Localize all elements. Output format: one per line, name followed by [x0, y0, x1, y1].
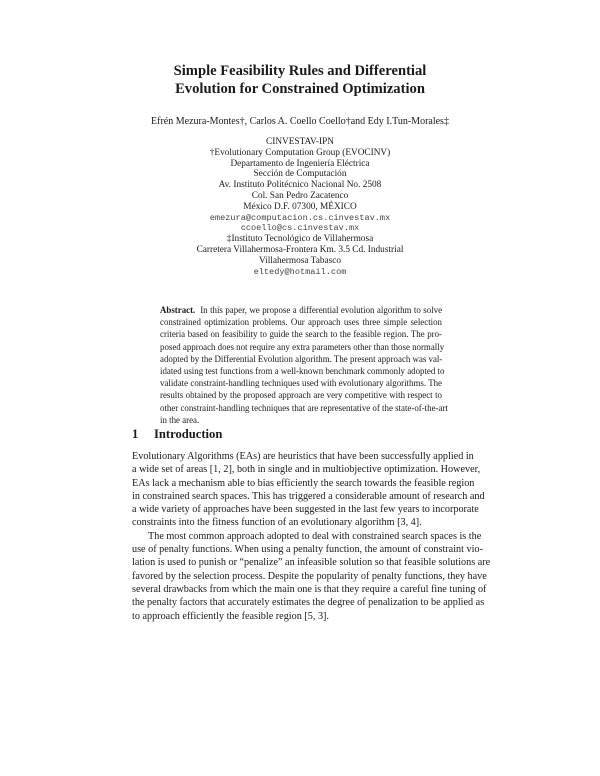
- abstract-text: In this paper, we propose a differential evolution algorithm to solve: [200, 305, 443, 315]
- affiliation-line: Villahermosa Tabasco: [258, 255, 341, 266]
- abstract-label: Abstract.: [160, 305, 196, 315]
- title-line: Simple Feasibility Rules and Differential: [173, 63, 427, 79]
- text-line: favored by the selection process. Despite the popularity of penalty functions, they have: [132, 570, 487, 582]
- text-line: The most common approach adopted to deal with constrained search spaces is the: [148, 530, 482, 542]
- paragraph: [132, 530, 491, 623]
- affiliation-line: Carretera Villahermosa-Frontera Km. 3.5 Cd. Industrial: [196, 244, 404, 255]
- abstract-line: idated using test functions from a well-known benchmark commonly adopted to: [160, 366, 445, 377]
- email: emezura@computacion.cs.cinvestav.mx: [209, 212, 391, 223]
- body-text: [132, 450, 491, 623]
- abstract-line: validate constraint-handling techniques used with evolutionary algorithms. The: [160, 378, 442, 389]
- abstract-line: posed approach does not require any extra parameters other than those normally: [160, 341, 445, 352]
- abstract-line: other constraint-handling techniques that are representative of the state-of-the-art: [160, 402, 448, 413]
- affiliation-line: Departamento de Ingeniería Eléctrica: [230, 158, 370, 169]
- text-line: use of penalty functions. When using a penalty function, the amount of constraint vio-: [132, 544, 483, 556]
- affiliation-line: México D.F. 07300, MÉXICO: [243, 201, 357, 212]
- paper-title: [0, 62, 600, 98]
- text-line: EAs lack a mechanism able to bias efficiently the search towards the feasible region: [132, 477, 475, 489]
- abstract-line: criteria based on feasibility to guide the search to the feasible region. The pro-: [160, 329, 442, 340]
- email: ccoello@cs.cinvestav.mx: [240, 223, 360, 234]
- section-heading: [132, 427, 222, 442]
- affiliation-line: Sección de Computación: [253, 169, 347, 180]
- affiliations: [0, 137, 600, 277]
- text-line: a wide variety of approaches have been suggested in the last few years to incorporate: [132, 504, 479, 516]
- section-title: Introduction: [154, 427, 223, 441]
- affiliation-line: Av. Instituto Politécnico Nacional No. 2508: [218, 180, 382, 191]
- abstract-line: constrained optimization problems. Our approach uses three simple selection: [160, 317, 442, 328]
- text-line: Evolutionary Algorithms (EAs) are heuristics that have been successfully applied in: [132, 451, 474, 462]
- affiliation-line: ‡Instituto Tecnológico de Villahermosa: [226, 234, 374, 245]
- affiliation-line: †Evolutionary Computation Group (EVOCINV): [209, 147, 391, 158]
- abstract-line: results obtained by the proposed approach are very competitive with respect to: [160, 390, 442, 401]
- authors: Efrén Mezura-Montes†, Carlos A. Coello Coello†and Edy I.Tun-Morales‡: [151, 116, 449, 127]
- text-line: several drawbacks from which the main one is that they require a careful fine tuning of: [132, 583, 487, 595]
- abstract-line: [160, 304, 442, 316]
- paragraph: [132, 450, 485, 530]
- text-line: to approach efficiently the feasible region [5, 3].: [132, 610, 329, 622]
- abstract-line: adopted by the Differential Evolution algorithm. The present approach was val-: [160, 353, 443, 364]
- text-line: lation is used to punish or “penalize” an infeasible solution so that feasible solutions are: [132, 557, 491, 569]
- abstract-line: in the area.: [160, 414, 200, 425]
- abstract: [160, 304, 448, 426]
- email: eltedy@hotmail.com: [253, 266, 347, 277]
- section-number: 1: [132, 427, 139, 441]
- affiliation-line: CINVESTAV-IPN: [266, 137, 334, 147]
- text-line: in constrained search spaces. This has triggered a considerable amount of research and: [132, 490, 485, 502]
- text-line: constraints into the fitness function of an evolutionary algorithm [3, 4].: [132, 517, 422, 529]
- title-line: Evolution for Constrained Optimization: [175, 81, 425, 97]
- text-line: the penalty factors that accurately estimates the degree of penalization to be applied as: [132, 597, 485, 609]
- affiliation-line: Col. San Pedro Zacatenco: [251, 190, 349, 201]
- text-line: a wide set of areas [1, 2], both in single and in multiobjective optimization. However,: [132, 464, 481, 476]
